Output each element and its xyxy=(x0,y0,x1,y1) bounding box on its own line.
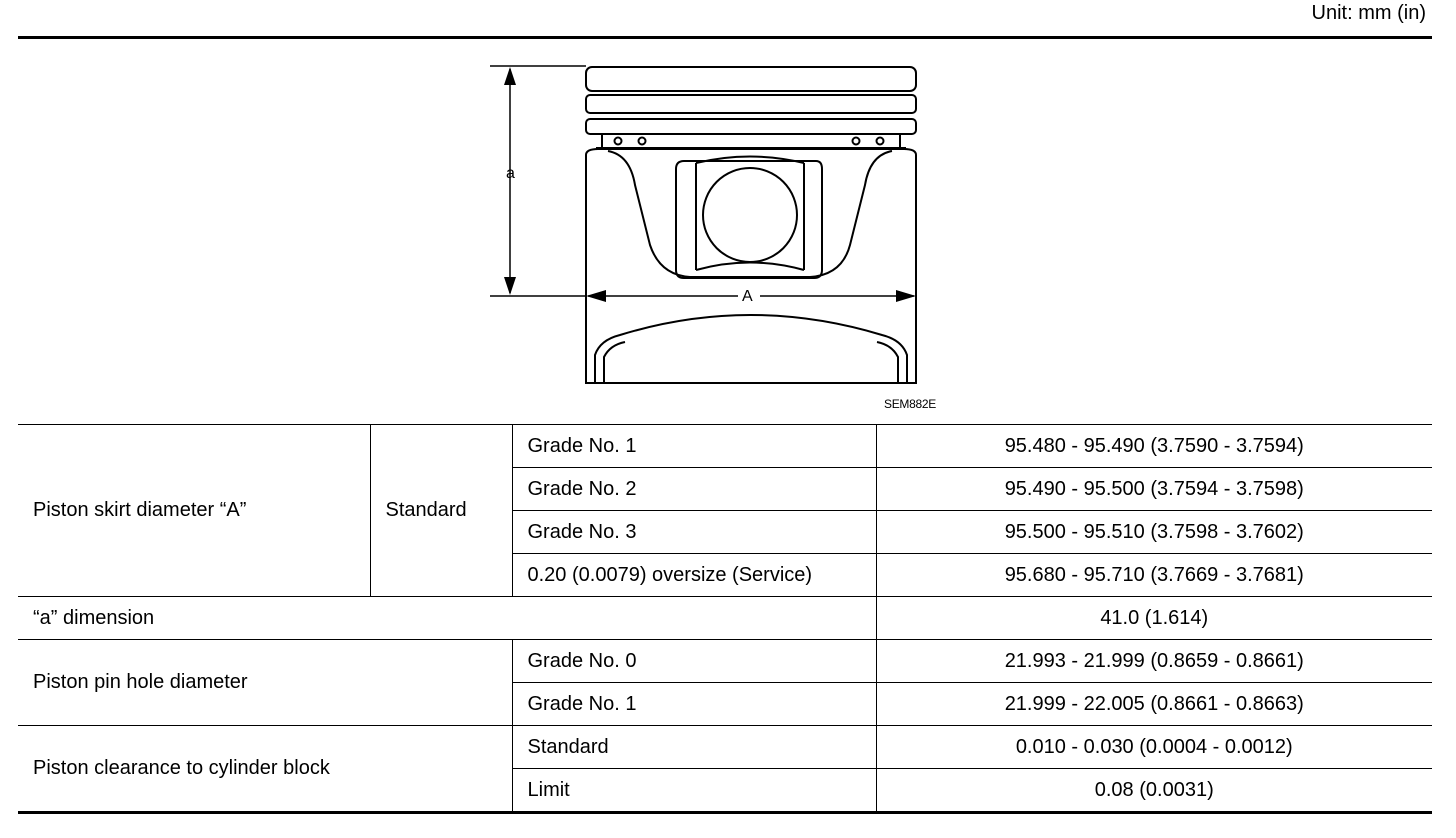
value-cell: 21.993 - 21.999 (0.8659 - 0.8661) xyxy=(876,640,1432,683)
value-cell: 0.08 (0.0031) xyxy=(876,769,1432,813)
label-a: a xyxy=(506,165,515,182)
value-cell: 95.680 - 95.710 (3.7669 - 3.7681) xyxy=(876,554,1432,597)
value-cell: 95.490 - 95.500 (3.7594 - 3.7598) xyxy=(876,468,1432,511)
top-rule xyxy=(18,36,1432,39)
value-cell: 21.999 - 22.005 (0.8661 - 0.8663) xyxy=(876,683,1432,726)
item-cell: Piston pin hole diameter xyxy=(18,640,512,726)
grade-cell: Grade No. 1 xyxy=(512,425,876,468)
grade-cell: Grade No. 3 xyxy=(512,511,876,554)
table-row xyxy=(18,726,1432,769)
grade-cell: Limit xyxy=(512,769,876,813)
piston-spec-table xyxy=(18,424,1432,814)
condition-cell: Standard xyxy=(370,425,512,597)
label-A: A xyxy=(742,288,753,305)
figure-code: SEM882E xyxy=(884,397,936,411)
item-cell: Piston clearance to cylinder block xyxy=(18,726,512,813)
table-row xyxy=(18,640,1432,683)
grade-cell: Standard xyxy=(512,726,876,769)
unit-label: Unit: mm (in) xyxy=(1311,2,1426,24)
item-cell: Piston skirt diameter “A” xyxy=(18,425,370,597)
piston-diagram xyxy=(470,55,970,415)
table-row xyxy=(18,425,1432,468)
item-cell: “a” dimension xyxy=(18,597,876,640)
grade-cell: Grade No. 2 xyxy=(512,468,876,511)
grade-cell: Grade No. 0 xyxy=(512,640,876,683)
table-row xyxy=(18,597,1432,640)
value-cell: 95.480 - 95.490 (3.7590 - 3.7594) xyxy=(876,425,1432,468)
grade-cell: Grade No. 1 xyxy=(512,683,876,726)
grade-cell: 0.20 (0.0079) oversize (Service) xyxy=(512,554,876,597)
value-cell: 95.500 - 95.510 (3.7598 - 3.7602) xyxy=(876,511,1432,554)
value-cell: 0.010 - 0.030 (0.0004 - 0.0012) xyxy=(876,726,1432,769)
value-cell: 41.0 (1.614) xyxy=(876,597,1432,640)
